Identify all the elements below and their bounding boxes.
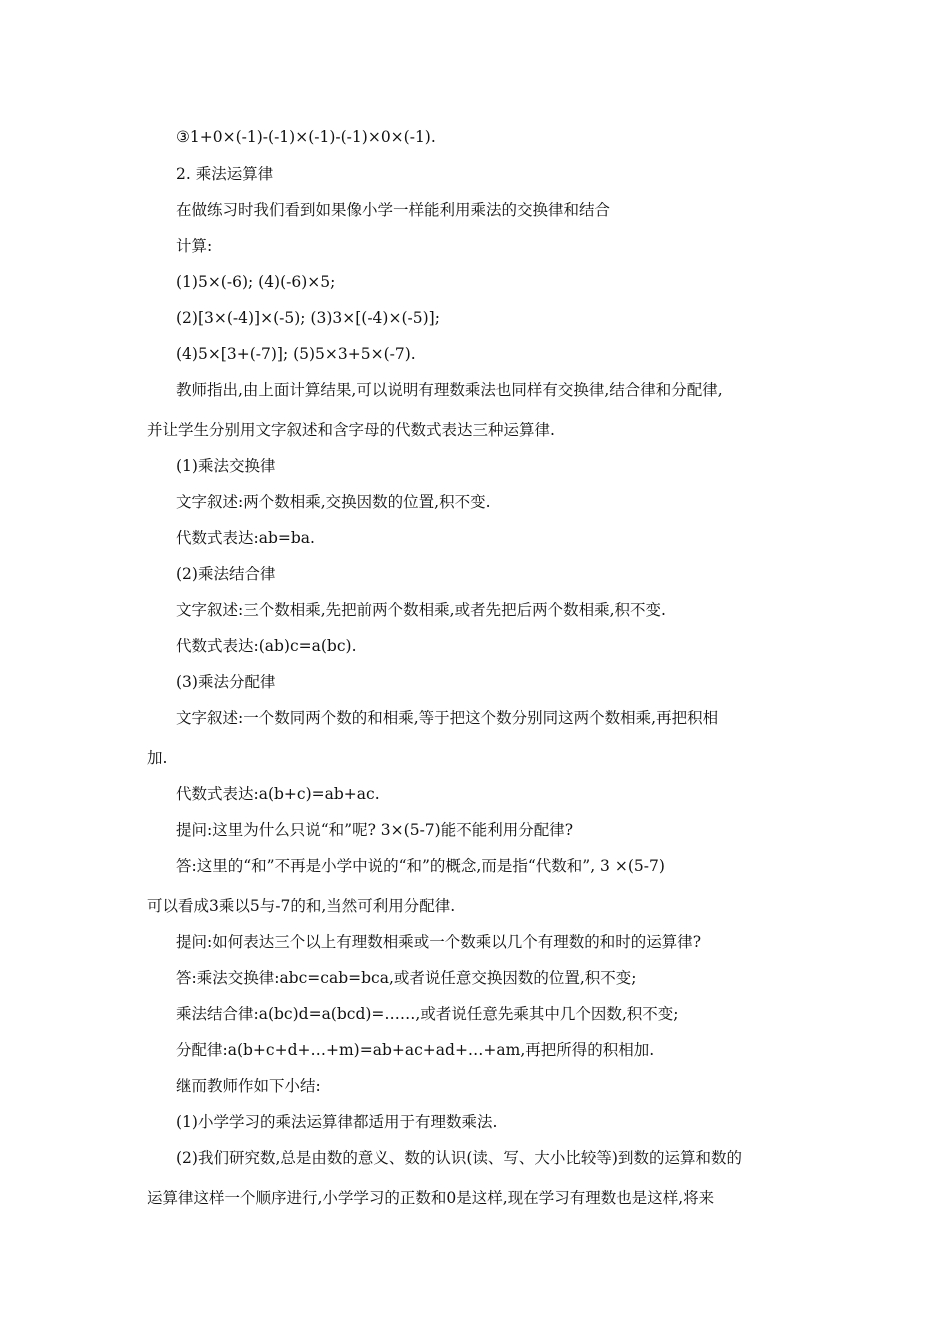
answer-line: 乘法结合律:a(bc)d=a(bcd)=……,或者说任意先乘其中几个因数,积不变; <box>176 1005 679 1023</box>
summary-line: (1)小学学习的乘法运算律都适用于有理数乘法. <box>176 1113 498 1131</box>
question-line: 提问:这里为什么只说“和”呢? 3×(5-7)能不能利用分配律? <box>176 821 574 839</box>
exercise-line: (2)[3×(-4)]×(-5); (3)3×[(-4)×(-5)]; <box>176 309 440 327</box>
summary-line: 运算律这样一个顺序进行,小学学习的正数和0是这样,现在学习有理数也是这样,将来 <box>147 1189 715 1207</box>
subheading: (3)乘法分配律 <box>176 673 276 691</box>
answer-line: 可以看成3乘以5与-7的和,当然可利用分配律. <box>147 897 456 915</box>
formula-line: 代数式表达:(ab)c=a(bc). <box>176 637 357 655</box>
paragraph-line: 文字叙述:三个数相乘,先把前两个数相乘,或者先把后两个数相乘,积不变. <box>176 601 666 619</box>
answer-line: 分配律:a(b+c+d+…+m)=ab+ac+ad+…+am,再把所得的积相加. <box>176 1041 655 1059</box>
exercise-line: (4)5×[3+(-7)]; (5)5×3+5×(-7). <box>176 345 416 363</box>
paragraph-line: 在做练习时我们看到如果像小学一样能利用乘法的交换律和结合 <box>176 201 611 219</box>
paragraph-line: 计算: <box>176 237 213 255</box>
paragraph-line: 教师指出,由上面计算结果,可以说明有理数乘法也同样有交换律,结合律和分配律, <box>176 381 723 399</box>
question-line: 提问:如何表达三个以上有理数相乘或一个数乘以几个有理数的和时的运算律? <box>176 933 702 951</box>
paragraph-line: 并让学生分别用文字叙述和含字母的代数式表达三种运算律. <box>147 421 555 439</box>
paragraph-line: 继而教师作如下小结: <box>176 1077 321 1095</box>
exercise-3-line: ③1+0×(-1)-(-1)×(-1)-(-1)×0×(-1). <box>176 128 436 146</box>
answer-line: 答:乘法交换律:abc=cab=bca,或者说任意交换因数的位置,积不变; <box>176 969 637 987</box>
subheading: (2)乘法结合律 <box>176 565 276 583</box>
subheading: (1)乘法交换律 <box>176 457 276 475</box>
formula-line: 代数式表达:a(b+c)=ab+ac. <box>176 785 380 803</box>
section-heading: 2. 乘法运算律 <box>176 165 274 183</box>
paragraph-line: 文字叙述:一个数同两个数的和相乘,等于把这个数分别同这两个数相乘,再把积相 <box>176 709 719 727</box>
summary-line: (2)我们研究数,总是由数的意义、数的认识(读、写、大小比较等)到数的运算和数的 <box>176 1149 742 1167</box>
exercise-line: (1)5×(-6); (4)(-6)×5; <box>176 273 336 291</box>
answer-line: 答:这里的“和”不再是小学中说的“和”的概念,而是指“代数和”, 3 ×(5-7) <box>176 857 665 875</box>
paragraph-line: 加. <box>147 749 168 767</box>
paragraph-line: 文字叙述:两个数相乘,交换因数的位置,积不变. <box>176 493 491 511</box>
formula-line: 代数式表达:ab=ba. <box>176 529 315 547</box>
